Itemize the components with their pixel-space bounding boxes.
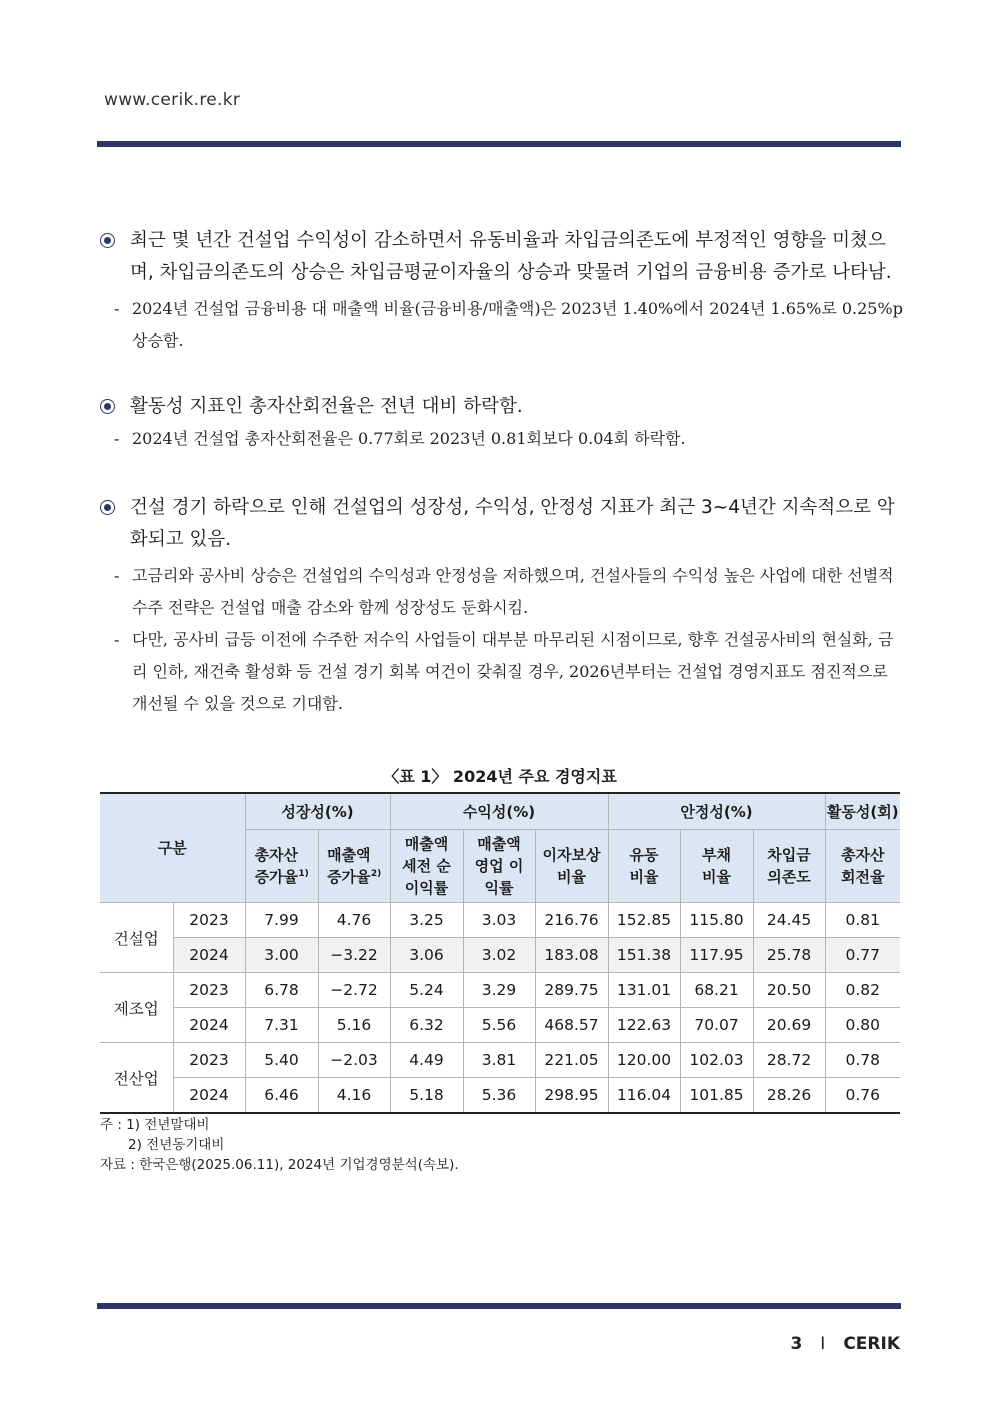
value-cell: 468.57 — [535, 1008, 608, 1043]
sub-text: 2024년 건설업 총자산회전율은 0.77회로 2023년 0.81회보다 0.04회 하락함. — [132, 429, 686, 448]
table-row — [100, 1078, 900, 1114]
header-category: 구분 — [100, 793, 245, 903]
value-cell: 0.82 — [825, 973, 900, 1008]
year-cell: 2024 — [173, 1008, 245, 1043]
value-cell: 3.06 — [390, 938, 463, 973]
table-row — [100, 1008, 900, 1043]
column-header — [390, 830, 463, 903]
site-url: www.cerik.re.kr — [104, 90, 241, 110]
value-cell: 20.69 — [753, 1008, 825, 1043]
value-cell: 5.36 — [463, 1078, 535, 1114]
bullet-point — [100, 225, 905, 289]
value-cell: 68.21 — [680, 973, 753, 1008]
value-cell: 28.72 — [753, 1043, 825, 1078]
value-cell: −3.22 — [318, 938, 390, 973]
sub-point — [100, 624, 905, 720]
value-cell: 289.75 — [535, 973, 608, 1008]
value-cell: 131.01 — [608, 973, 680, 1008]
bullet-text: 활동성 지표인 총자산회전율은 전년 대비 하락함. — [130, 396, 523, 417]
table-row — [100, 903, 900, 938]
value-cell: 0.76 — [825, 1078, 900, 1114]
footer-rule — [97, 1303, 901, 1309]
section-3 — [100, 492, 905, 720]
industry-cell: 건설업 — [100, 903, 173, 973]
column-header — [608, 830, 680, 903]
sub-text: 고금리와 공사비 상승은 건설업의 수익성과 안정성을 저하했으며, 건설사들의 수익성 높은 사업에 대한 선별적 수주 전략은 건설업 매출 감소와 함께 성장성도 둔화시킴. — [132, 566, 894, 617]
value-cell: 120.00 — [608, 1043, 680, 1078]
value-cell: 5.18 — [390, 1078, 463, 1114]
value-cell: 6.78 — [245, 973, 318, 1008]
year-cell: 2023 — [173, 903, 245, 938]
value-cell: 7.99 — [245, 903, 318, 938]
column-header-text: 총자산 증가율 — [254, 846, 299, 886]
page-number: 3 — [790, 1334, 803, 1354]
header-rule — [97, 141, 901, 147]
value-cell: 3.00 — [245, 938, 318, 973]
column-header — [753, 830, 825, 903]
header-group-activity: 활동성(회) — [825, 793, 900, 830]
bullet-point — [100, 492, 905, 556]
column-header-text: 매출액 영업 이익률 — [474, 835, 524, 897]
value-cell: 102.03 — [680, 1043, 753, 1078]
column-header-text: 이자보상 비율 — [542, 846, 601, 886]
value-cell: 0.78 — [825, 1043, 900, 1078]
value-cell: 0.77 — [825, 938, 900, 973]
value-cell: 117.95 — [680, 938, 753, 973]
column-header — [245, 830, 318, 903]
value-cell: 70.07 — [680, 1008, 753, 1043]
value-cell: 0.80 — [825, 1008, 900, 1043]
footer-separator: I — [820, 1334, 826, 1354]
value-cell: 3.29 — [463, 973, 535, 1008]
value-cell: 6.32 — [390, 1008, 463, 1043]
page-footer — [790, 1334, 900, 1354]
dash-icon: - — [114, 630, 120, 649]
column-header-text: 부채 비율 — [702, 846, 731, 886]
source-line: 자료 : 한국은행(2025.06.11), 2024년 기업경영분석(속보). — [100, 1157, 459, 1173]
section-2 — [100, 391, 905, 455]
dash-icon: - — [114, 299, 120, 318]
header-group-profitability: 수익성(%) — [390, 793, 608, 830]
sub-point — [100, 423, 905, 455]
value-cell: 3.03 — [463, 903, 535, 938]
sub-point — [100, 293, 905, 357]
column-header — [825, 830, 900, 903]
year-cell: 2023 — [173, 973, 245, 1008]
value-cell: 4.16 — [318, 1078, 390, 1114]
value-cell: 122.63 — [608, 1008, 680, 1043]
year-cell: 2023 — [173, 1043, 245, 1078]
value-cell: 115.80 — [680, 903, 753, 938]
column-header — [318, 830, 390, 903]
value-cell: 4.76 — [318, 903, 390, 938]
value-cell: 24.45 — [753, 903, 825, 938]
table-row — [100, 938, 900, 973]
table-row — [100, 973, 900, 1008]
value-cell: 25.78 — [753, 938, 825, 973]
value-cell: 183.08 — [535, 938, 608, 973]
value-cell: −2.03 — [318, 1043, 390, 1078]
bullet-text: 최근 몇 년간 건설업 수익성이 감소하면서 유동비율과 차입금의존도에 부정적인 영향을 미쳤으며, 차입금의존도의 상승은 차입금평균이자율의 상승과 맞물려 기업의 금융비용 증가로 나타남. — [130, 230, 892, 283]
value-cell: −2.72 — [318, 973, 390, 1008]
header-group-stability: 안정성(%) — [608, 793, 825, 830]
industry-cell: 제조업 — [100, 973, 173, 1043]
footnote-mark: 1) — [298, 869, 309, 879]
value-cell: 7.31 — [245, 1008, 318, 1043]
bullet-point — [100, 391, 905, 423]
value-cell: 152.85 — [608, 903, 680, 938]
note-line: 2) 전년동기대비 — [128, 1137, 225, 1153]
column-header-text: 매출액 세전 순이익률 — [402, 835, 451, 897]
value-cell: 6.46 — [245, 1078, 318, 1114]
value-cell: 28.26 — [753, 1078, 825, 1114]
industry-cell: 전산업 — [100, 1043, 173, 1114]
sub-text: 다만, 공사비 급등 이전에 수주한 저수익 사업들이 대부분 마무리된 시점이므로, 향후 건설공사비의 현실화, 금리 인하, 재건축 활성화 등 건설 경기 회복 여건이 갖춰질 경우, 2026년부터는 건설업 경영지표도 점진적으로 개선될 수 있을 것으로 기대함. — [132, 630, 894, 713]
table-caption: 〈표 1〉 2024년 주요 경영지표 — [383, 767, 617, 786]
column-header-text: 유동 비율 — [629, 846, 659, 886]
value-cell: 5.56 — [463, 1008, 535, 1043]
value-cell: 5.24 — [390, 973, 463, 1008]
value-cell: 216.76 — [535, 903, 608, 938]
sub-text: 2024년 건설업 금융비용 대 매출액 비율(금융비용/매출액)은 2023년 1.40%에서 2024년 1.65%로 0.25%p 상승함. — [132, 299, 903, 350]
value-cell: 4.49 — [390, 1043, 463, 1078]
table-row — [100, 1043, 900, 1078]
bullet-icon — [100, 233, 115, 248]
column-header — [463, 830, 535, 903]
value-cell: 151.38 — [608, 938, 680, 973]
value-cell: 5.16 — [318, 1008, 390, 1043]
value-cell: 3.02 — [463, 938, 535, 973]
section-1 — [100, 225, 905, 357]
value-cell: 221.05 — [535, 1043, 608, 1078]
sub-point — [100, 560, 905, 624]
brand-name: CERIK — [843, 1334, 900, 1354]
value-cell: 5.40 — [245, 1043, 318, 1078]
indicator-table — [100, 792, 900, 1114]
value-cell: 0.81 — [825, 903, 900, 938]
column-header-text: 매출액 증가율 — [327, 846, 371, 886]
value-cell: 3.81 — [463, 1043, 535, 1078]
column-header-text: 차입금 의존도 — [767, 846, 811, 886]
table-notes — [100, 1115, 459, 1175]
dash-icon: - — [114, 429, 120, 448]
value-cell: 3.25 — [390, 903, 463, 938]
value-cell: 101.85 — [680, 1078, 753, 1114]
column-header — [535, 830, 608, 903]
value-cell: 298.95 — [535, 1078, 608, 1114]
bullet-icon — [100, 500, 115, 515]
footnote-mark: 2) — [370, 869, 382, 879]
value-cell: 116.04 — [608, 1078, 680, 1114]
year-cell: 2024 — [173, 1078, 245, 1114]
year-cell: 2024 — [173, 938, 245, 973]
bullet-text: 건설 경기 하락으로 인해 건설업의 성장성, 수익성, 안정성 지표가 최근 3~4년간 지속적으로 악화되고 있음. — [130, 497, 895, 550]
header-group-growth: 성장성(%) — [245, 793, 390, 830]
dash-icon: - — [114, 566, 120, 585]
note-line: 주 : 1) 전년말대비 — [100, 1117, 210, 1133]
column-header — [680, 830, 753, 903]
bullet-icon — [100, 399, 115, 414]
value-cell: 20.50 — [753, 973, 825, 1008]
column-header-text: 총자산 회전율 — [841, 846, 885, 886]
